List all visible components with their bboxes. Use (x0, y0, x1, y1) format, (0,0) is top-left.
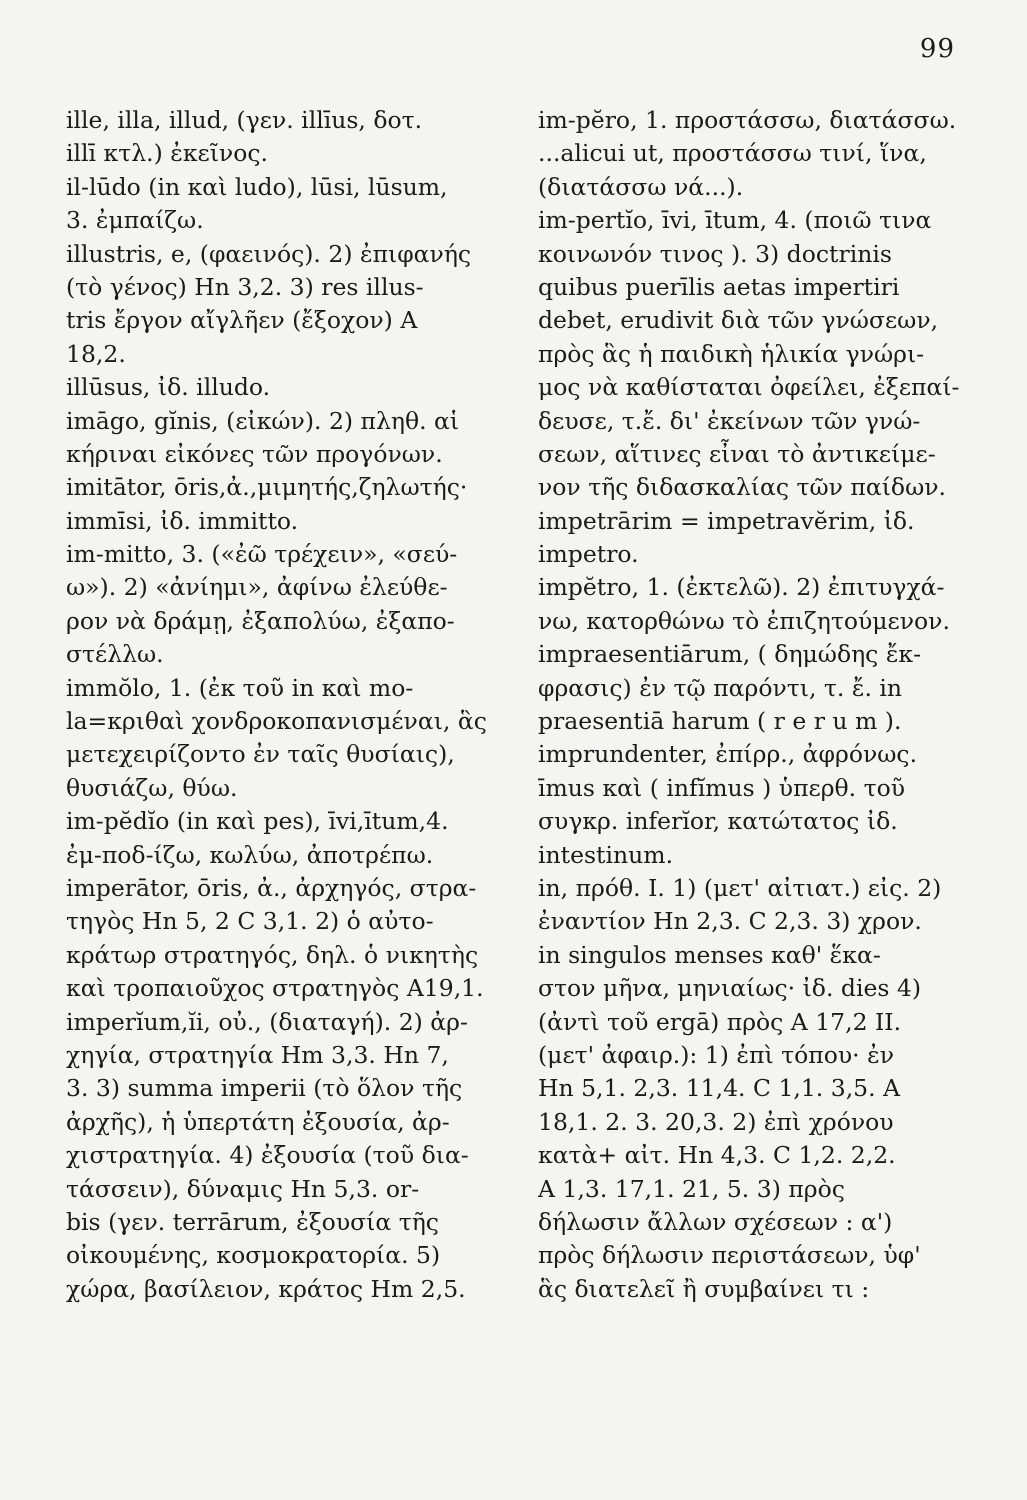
dictionary-line: quibus puerīlis aetas impertiri (538, 272, 900, 301)
dictionary-line: φρασις) ἐν τῷ παρόντι, τ. ἔ. in (538, 673, 903, 702)
dictionary-line: σεων, αἵτινες εἶναι τὸ ἀντικείμε- (538, 439, 936, 468)
dictionary-line: bis (γεν. terrārum, ἐξουσία τῆς (66, 1207, 439, 1236)
dictionary-line: 18,1. 2. 3. 20,3. 2) ἐπὶ χρόνου (538, 1107, 894, 1136)
dictionary-line: μος νὰ καθίσταται ὀφείλει, ἐξεπαί- (538, 373, 960, 402)
dictionary-line: τάσσειν), δύναμις Hn 5,3. or- (66, 1174, 420, 1203)
dictionary-line: im-mitto, 3. («ἐῶ τρέχειν», «σεύ- (66, 540, 458, 569)
dictionary-line: intestinum. (538, 840, 674, 869)
dictionary-line: στον μῆνα, μηνιαίως· ἰδ. dies 4) (538, 974, 922, 1003)
dictionary-line: τηγὸς Hn 5, 2 C 3,1. 2) ὁ αὐτο- (66, 907, 434, 936)
dictionary-line: impraesentiārum, ( δημώδης ἔκ- (538, 640, 922, 669)
dictionary-line: impetrārim = impetravĕrim, ἰδ. (538, 506, 915, 535)
dictionary-line: imāgo, gĭnis, (εἰκών). 2) πληθ. αἱ (66, 406, 460, 435)
dictionary-line: ἐμ-ποδ-ίζω, κωλύω, ἀποτρέπω. (66, 840, 434, 869)
dictionary-line: καὶ τροπαιοῦχος στρατηγὸς A19,1. (66, 974, 484, 1003)
dictionary-line: in, πρόθ. I. 1) (μετ' αἰτιατ.) εἰς. 2) (538, 873, 942, 902)
dictionary-line: illustris, e, (φαεινός). 2) ἐπιφανής (66, 239, 472, 268)
dictionary-line: χηγία, στρατηγία Hm 3,3. Hn 7, (66, 1040, 449, 1069)
dictionary-line: immīsi, ἰδ. immitto. (66, 506, 299, 535)
dictionary-line: imperĭum,ĭi, οὐ., (διαταγή). 2) ἀρ- (66, 1007, 468, 1036)
dictionary-line: imprundenter, ἐπίρρ., ἀφρόνως. (538, 740, 918, 769)
dictionary-line: οἰκουμένης, κοσμοκρατορία. 5) (66, 1241, 441, 1270)
dictionary-line: la=κριθαὶ χονδροκοπανισμέναι, ἃς (66, 707, 487, 736)
dictionary-line: πρὸς ἃς ἡ παιδικὴ ἡλικία γνώρι- (538, 339, 925, 368)
dictionary-line: praesentiā harum ( r e r u m ). (538, 707, 902, 736)
dictionary-line: 3. 3) summa imperii (τὸ ὅλον τῆς (66, 1074, 463, 1103)
dictionary-line: ἀρχῆς), ἡ ὑπερτάτη ἐξουσία, ἀρ- (66, 1107, 450, 1136)
dictionary-line: im-pertĭo, īvi, ītum, 4. (ποιῶ τινα (538, 206, 932, 235)
dictionary-line: κατὰ+ αἰτ. Hn 4,3. C 1,2. 2,2. (538, 1141, 896, 1170)
dictionary-line: δευσε, τ.ἔ. δι' ἐκείνων τῶν γνώ- (538, 406, 921, 435)
dictionary-line: κράτωρ στρατηγός, δηλ. ὁ νικητὴς (66, 940, 479, 969)
dictionary-line: A 1,3. 17,1. 21, 5. 3) πρὸς (538, 1174, 845, 1203)
dictionary-line: θυσιάζω, θύω. (66, 773, 238, 802)
dictionary-line: νον τῆς διδασκαλίας τῶν παίδων. (538, 473, 947, 502)
dictionary-line: δήλωσιν ἄλλων σχέσεων : α') (538, 1207, 893, 1236)
dictionary-line: 18,2. (66, 339, 126, 368)
dictionary-line: im-pĕdĭo (in καὶ pes), īvi,ītum,4. (66, 807, 449, 836)
dictionary-line: (ἀντὶ τοῦ ergā) πρὸς A 17,2 II. (538, 1007, 902, 1036)
dictionary-line: κήριναι εἰκόνες τῶν προγόνων. (66, 439, 443, 468)
dictionary-line: ἐναντίον Hn 2,3. C 2,3. 3) χρον. (538, 907, 922, 936)
dictionary-line: πρὸς δήλωσιν περιστάσεων, ὑφ' (538, 1241, 921, 1270)
dictionary-line: debet, erudivit διὰ τῶν γνώσεων, (538, 306, 939, 335)
left-column (66, 104, 506, 1306)
dictionary-line: impĕtro, 1. (ἐκτελῶ). 2) ἐπιτυγχά- (538, 573, 945, 602)
dictionary-line: κοινωνόν τινος ). 3) doctrinis (538, 239, 892, 268)
dictionary-line: ...alicui ut, προστάσσω τινί, ἵνα, (538, 139, 927, 168)
dictionary-line: (τὸ γένος) Hn 3,2. 3) res illus- (66, 272, 424, 301)
dictionary-line: illī κτλ.) ἐκεῖνος. (66, 139, 268, 168)
dictionary-line: συγκρ. inferĭor, κατώτατος ἰδ. (538, 807, 898, 836)
dictionary-line: Hn 5,1. 2,3. 11,4. C 1,1. 3,5. A (538, 1074, 901, 1103)
dictionary-line: immŏlo, 1. (ἐκ τοῦ in καὶ mo- (66, 673, 414, 702)
dictionary-line: στέλλω. (66, 640, 164, 669)
dictionary-line: il-lūdo (in καὶ ludo), lūsi, lūsum, (66, 172, 448, 201)
dictionary-line: νω, κατορθώνω τὸ ἐπιζητούμενον. (538, 606, 950, 635)
right-column (538, 104, 978, 1306)
dictionary-line: illūsus, ἰδ. illudo. (66, 373, 271, 402)
dictionary-line: ρον νὰ δράμῃ, ἐξαπολύω, ἐξαπο- (66, 606, 455, 635)
dictionary-line: imitātor, ōris,ἀ.,μιμητής,ζηλωτής· (66, 473, 468, 502)
dictionary-line: in singulos menses καθ' ἕκα- (538, 940, 881, 969)
dictionary-line: μετεχειρίζοντο ἐν ταῖς θυσίαις), (66, 740, 455, 769)
dictionary-line: (διατάσσω νά...). (538, 172, 744, 201)
dictionary-line: 3. ἐμπαίζω. (66, 206, 204, 235)
dictionary-line: impetro. (538, 540, 639, 569)
dictionary-line: im-pĕro, 1. προστάσσω, διατάσσω. (538, 106, 957, 134)
dictionary-line: īmus καὶ ( infĭmus ) ὑπερθ. τοῦ (538, 773, 906, 802)
dictionary-line: ἃς διατελεῖ ἢ συμβαίνει τι : (538, 1274, 870, 1303)
page-number: 99 (919, 34, 955, 64)
dictionary-line: ille, illa, illud, (γεν. illīus, δοτ. (66, 106, 423, 134)
dictionary-line: ω»). 2) «ἀνίημι», ἀφίνω ἐλεύθε- (66, 573, 448, 602)
dictionary-line: (μετ' ἀφαιρ.): 1) ἐπὶ τόπου· ἐν (538, 1040, 894, 1069)
dictionary-line: χιστρατηγία. 4) ἐξουσία (τοῦ δια- (66, 1141, 469, 1170)
dictionary-line: χώρα, βασίλειον, κράτος Hm 2,5. (66, 1274, 466, 1303)
dictionary-line: tris ἔργον αἴγλῆεν (ἔξοχον) A (66, 306, 418, 335)
dictionary-line: imperātor, ōris, ἀ., ἀρχηγός, στρα- (66, 873, 477, 902)
